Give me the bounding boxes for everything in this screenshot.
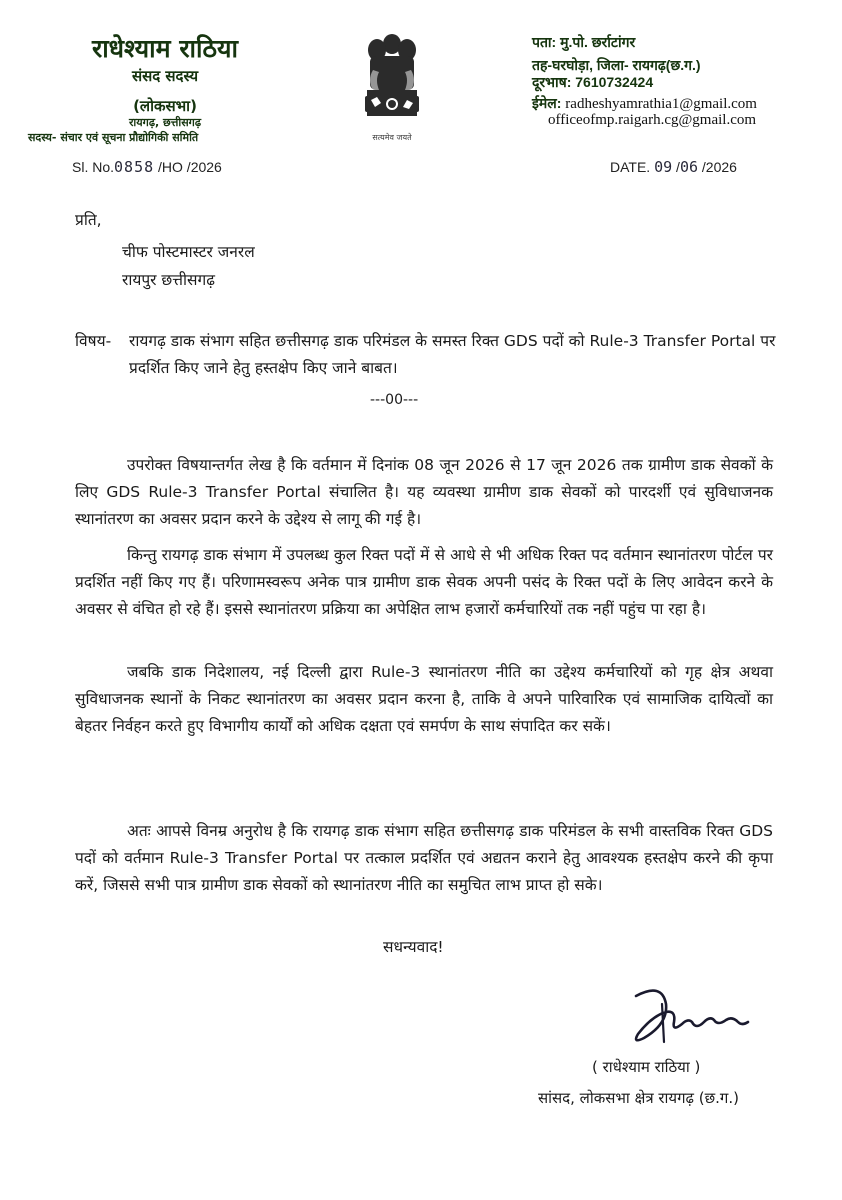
signatory-name: ( राधेश्याम राठिया )	[592, 1058, 701, 1076]
reference-number	[72, 158, 222, 176]
sender-house: (लोकसभा)	[133, 97, 197, 115]
recipient-line-1: चीफ पोस्टमास्टर जनरल	[122, 243, 255, 261]
subject-label: विषय-	[75, 332, 112, 350]
body-paragraph-2: किन्तु रायगढ़ डाक संभाग में उपलब्ध कुल रिक्त पदों में से आधे से भी अधिक रिक्त पद वर्तमान स्थानांतरण पोर्टल पर प्रदर्शित नहीं किए गए हैं। परिणामस्वरूप अनेक पात्र ग्रामीण डाक सेवक अपनी पसंद के रिक्त पदों के लिए आवेदन करने के अवसर से वंचित हो रहे हैं। इससे स्थानांतरण प्रक्रिया का अपेक्षित लाभ हजारों कर्मचारियों तक नहीं पहुंच पा रहा है।	[75, 546, 773, 618]
signatory-designation: सांसद, लोकसभा क्षेत्र रायगढ़ (छ.ग.)	[538, 1089, 739, 1107]
email-label: ईमेल:	[532, 95, 562, 111]
email-primary[interactable]: radheshyamrathia1@gmail.com	[565, 96, 757, 112]
salutation: प्रति,	[75, 211, 102, 229]
reference-suffix: /HO /2026	[158, 159, 222, 175]
date-month: 06	[679, 158, 698, 176]
email-office[interactable]: officeofmp.raigarh.cg@gmail.com	[548, 112, 757, 128]
closing-thanks: सधन्यवाद!	[383, 938, 444, 956]
address-line-1: पता: मु.पो. छर्राटांगर	[532, 34, 636, 50]
phone-number: दूरभाष: 7610732424	[532, 74, 654, 90]
national-emblem	[352, 30, 432, 143]
date-prefix: DATE.	[610, 159, 651, 175]
letterhead-right	[532, 34, 822, 128]
letter-date: DATE. 09 /06 /2026	[610, 158, 737, 176]
date-day: 09	[654, 158, 673, 176]
sender-name: राधेश्याम राठिया	[91, 34, 238, 63]
reference-prefix: Sl. No.	[72, 159, 115, 175]
subject-separator: ---00---	[370, 392, 419, 408]
lion-capital-icon	[357, 30, 427, 130]
body-paragraph-3: जबकि डाक निदेशालय, नई दिल्ली द्वारा Rule-3 स्थानांतरण नीति का उद्देश्य कर्मचारियों को गृह क्षेत्र अथवा सुविधाजनक स्थानों के निकट स्थानांतरण का अवसर प्रदान करना है, ताकि वे अपने पारिवारिक एवं सामाजिक दायित्वों का बेहतर निर्वहन करते हुए विभागीय कार्यों को अधिक दक्षता एवं समर्पण के साथ संपादित कर सकें।	[75, 663, 773, 735]
recipient-line-2: रायपुर छत्तीसगढ़	[122, 271, 215, 289]
reference-handwritten-number: 0858	[114, 158, 155, 176]
emblem-motto: सत्यमेव जयते	[372, 133, 412, 142]
subject-text: रायगढ़ डाक संभाग सहित छत्तीसगढ़ डाक परिमंडल के समस्त रिक्त GDS पदों को Rule-3 Transfer Portal पर प्रदर्शित किए जाने हेतु हस्तक्षेप किए जाने बाबत।	[129, 332, 776, 377]
handwritten-signature	[622, 982, 762, 1052]
date-year: /2026	[701, 159, 737, 175]
address-line-2: तह-घरघोड़ा, जिला- रायगढ़(छ.ग.)	[532, 57, 701, 73]
sender-committee: सदस्य- संचार एवं सूचना प्रौद्योगिकी समिति	[28, 131, 199, 144]
sender-role: संसद सदस्य	[131, 67, 199, 85]
letterhead-left	[30, 34, 300, 145]
sender-place: रायगढ़, छत्तीसगढ़	[128, 116, 202, 129]
body-paragraph-1: उपरोक्त विषयान्तर्गत लेख है कि वर्तमान में दिनांक 08 जून 2026 से 17 जून 2026 तक ग्रामीण डाक सेवकों के लिए GDS Rule-3 Transfer Portal संचालित है। यह व्यवस्था ग्रामीण डाक सेवकों को पारदर्शी एवं सुविधाजनक स्थानांतरण का अवसर प्रदान करने के उद्देश्य से लागू की गई है।	[75, 456, 773, 528]
body-paragraph-4: अतः आपसे विनम्र अनुरोध है कि रायगढ़ डाक संभाग सहित छत्तीसगढ़ डाक परिमंडल के सभी वास्तविक रिक्त GDS पदों को वर्तमान Rule-3 Transfer Portal पर तत्काल प्रदर्शित एवं अद्यतन कराने हेतु आवश्यक हस्तक्षेप करने की कृपा करें, जिससे सभी पात्र ग्रामीण डाक सेवकों को स्थानांतरण नीति का समुचित लाभ प्राप्त हो सके।	[75, 822, 773, 894]
